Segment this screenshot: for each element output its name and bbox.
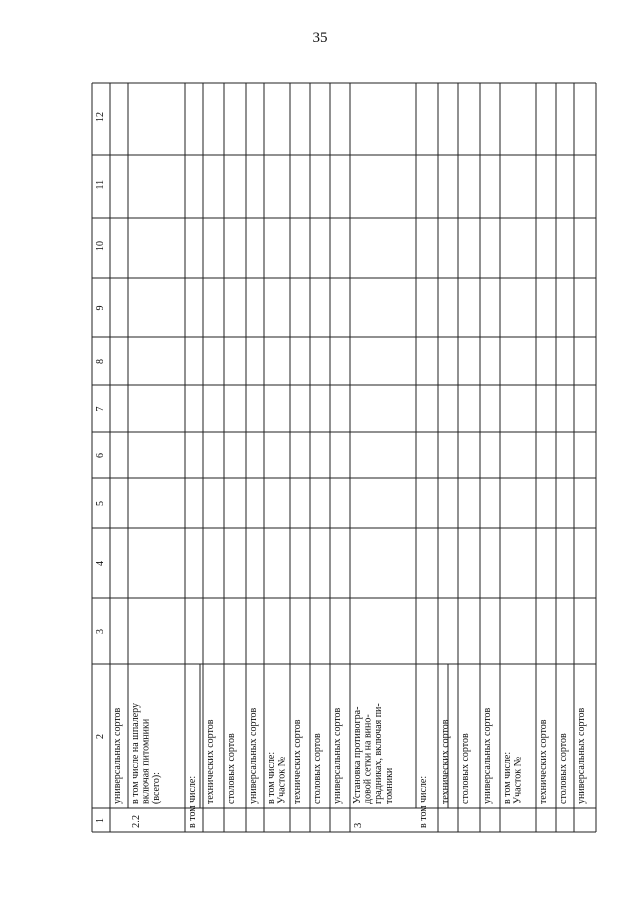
- row-label-line: технических сортов: [292, 719, 303, 804]
- row-label-line: универсальных сортов: [332, 707, 343, 804]
- row-label-line: (всего):: [151, 772, 163, 804]
- column-number: 9: [95, 305, 106, 311]
- row-label-line: технических сортов: [538, 719, 549, 804]
- column-number: 8: [95, 359, 106, 364]
- table-text: [95, 112, 587, 828]
- row-label-line: Участок №: [276, 756, 288, 804]
- column-number: 2: [95, 734, 106, 739]
- column-number: 5: [95, 501, 106, 506]
- column-number: 11: [95, 179, 106, 190]
- column-number: 1: [95, 818, 106, 823]
- row-number: 2.2: [131, 814, 142, 828]
- row-label-line: универсальных сортов: [482, 707, 493, 804]
- column-number: 12: [95, 112, 106, 122]
- row-label-line: в том числе:: [418, 775, 429, 828]
- column-number: 10: [95, 241, 106, 251]
- row-label-line: столовых сортов: [226, 733, 237, 804]
- row-label-line: в том числе:: [502, 751, 513, 804]
- row-label-line: столовых сортов: [312, 733, 323, 804]
- row-label-line: Установка противогра-: [352, 706, 363, 804]
- column-number: 6: [95, 453, 106, 458]
- row-label-line: универсальных сортов: [576, 707, 587, 804]
- row-label-line: томники: [383, 767, 395, 804]
- row-label-line: столовых сортов: [460, 733, 471, 804]
- row-label-line: универсальных сортов: [248, 707, 259, 804]
- row-label-line: столовых сортов: [558, 733, 569, 804]
- row-label-line: технических сортов: [440, 719, 451, 804]
- row-label-line: довой сетки на вино-: [362, 714, 374, 804]
- row-label-line: в том числе на шпалеру: [130, 702, 141, 804]
- column-number: 7: [95, 406, 106, 412]
- row-label-line: градниках, включая пи-: [373, 703, 385, 804]
- row-number: 3: [353, 822, 364, 828]
- row-label-line: Участок №: [512, 756, 524, 804]
- row-label-line: универсальных сортов: [112, 707, 123, 804]
- column-number: 3: [95, 629, 106, 634]
- table-grid: [92, 83, 596, 832]
- row-label-line: включая питомники: [140, 718, 152, 804]
- column-number: 4: [95, 561, 106, 566]
- row-label-line: технических сортов: [205, 719, 216, 804]
- page-number: 35: [312, 30, 328, 46]
- row-label-line: в том числе:: [266, 751, 277, 804]
- row-label-line: в том числе:: [187, 775, 198, 828]
